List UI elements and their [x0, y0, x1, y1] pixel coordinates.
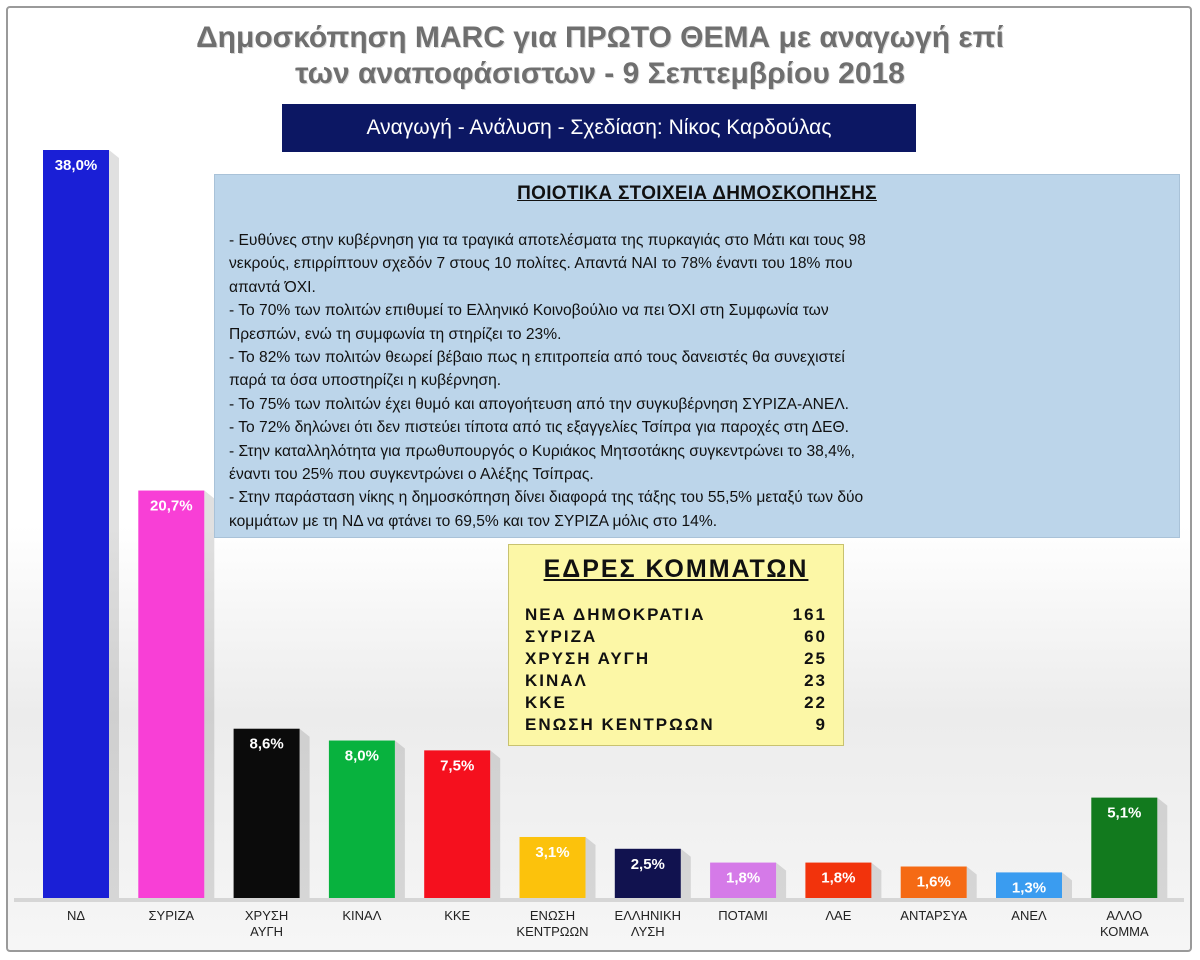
seats-row: [525, 627, 827, 649]
finding-line: - Το 82% των πολιτών θεωρεί βέβαιο πως η επιτροπεία από τους δανειστές θα συνεχιστεί: [229, 349, 845, 367]
bar-shadow: [204, 491, 214, 898]
seats-row: [525, 693, 827, 715]
qualitative-findings-text: [229, 229, 1159, 533]
seats-party-name: ΣΥΡΙΖΑ: [525, 627, 598, 646]
category-tick-label: ΚΙΝΑΛ: [342, 908, 382, 923]
bar-shadow: [967, 867, 977, 898]
bar-value-label: 2,5%: [630, 855, 665, 873]
bar-value-label: 1,8%: [725, 869, 761, 887]
finding-line: παρά τα όσα υποστηρίζει η κυβέρνηση.: [229, 372, 502, 390]
category-tick-label: ΕΛΛΗΝΙΚΗ: [614, 908, 682, 923]
chart-baseline: [14, 898, 1184, 902]
bar-value-label: 1,3%: [1011, 879, 1047, 897]
bar-value-label: 38,0%: [54, 157, 98, 174]
seats-count: 25: [804, 649, 827, 668]
bar-shadow: [871, 863, 881, 898]
bar-value-label: 5,1%: [1107, 804, 1142, 822]
finding-line: - Το 75% των πολιτών έχει θυμό και απογοήτευση από την συγκυβέρνηση ΣΥΡΙΖΑ-ΑΝΕΛ.: [229, 395, 850, 413]
bar-shadow: [1062, 872, 1072, 898]
category-tick-label: ΚΕΝΤΡΩΩΝ: [516, 924, 589, 939]
category-tick-label: ΛΑΕ: [825, 908, 852, 923]
finding-line: έναντι του 25% που συγκεντρώνει ο Αλέξης Τσίπρας.: [229, 466, 594, 484]
category-tick-label: ΑΥΓΗ: [250, 924, 284, 939]
seats-party-name: ΚΚΕ: [525, 693, 567, 712]
seats-party-name: ΝΕΑ ΔΗΜΟΚΡΑΤΙΑ: [525, 605, 706, 624]
bar-value-label: 3,1%: [535, 843, 570, 861]
seats-count: 60: [804, 627, 827, 646]
bar-shadow: [1157, 798, 1167, 898]
chart-title-line-1: Δημοσκόπηση MARC για ΠΡΩΤΟ ΘΕΜΑ με αναγωγή επί: [196, 21, 1004, 54]
bar-shadow: [109, 150, 119, 898]
party-seats-panel: [508, 544, 844, 746]
category-tick-label: ΧΡΥΣΗ: [244, 908, 289, 923]
category-tick-label: ΑΛΛΟ: [1106, 908, 1143, 923]
finding-line: - Ευθύνες στην κυβέρνηση για τα τραγικά αποτελέσματα της πυρκαγιάς στο Μάτι και τους 98: [229, 232, 866, 249]
seats-row: [525, 715, 827, 737]
bar-shadow: [395, 741, 405, 898]
finding-line: - Στην παράσταση νίκης η δημοσκόπηση δίνει διαφορά της τάξης του 55,5% μεταξύ των δύο: [229, 489, 864, 507]
seats-party-name: ΚΙΝΑΛ: [525, 671, 588, 690]
seats-count: 23: [804, 671, 827, 690]
bar-shadow: [586, 837, 596, 898]
category-tick-label: ΣΥΡΙΖΑ: [148, 908, 195, 923]
finding-line: - Το 70% των πολιτών επιθυμεί το Ελληνικό Κοινοβούλιο να πει ΌΧΙ στη Συμφωνία των: [229, 302, 829, 320]
seats-row: [525, 649, 827, 671]
category-tick-label: ΚΟΜΜΑ: [1099, 924, 1149, 939]
chart-title-line-2: των αναποφάσιστων - 9 Σεπτεμβρίου 2018: [295, 57, 905, 90]
category-tick-label: ΠΟΤΑΜΙ: [718, 908, 768, 923]
bar-shadow: [681, 849, 691, 898]
finding-line: κομμάτων με τη ΝΔ να φτάνει το 69,5% και τον ΣΥΡΙΖΑ μόλις στο 14%.: [229, 512, 718, 530]
finding-line: Πρεσπών, ενώ τη συμφωνία τη στηρίζει το 23%.: [229, 325, 562, 343]
credit-text: Αναγωγή - Ανάλυση - Σχεδίαση: Νίκος Καρδούλας: [366, 116, 832, 139]
finding-line: απαντά ΌΧΙ.: [229, 278, 316, 296]
category-tick-label: ΑΝΕΛ: [1011, 908, 1047, 923]
bar-value-label: 8,0%: [344, 747, 380, 765]
seats-count: 9: [815, 715, 827, 734]
seats-row: [525, 605, 827, 627]
bar-value-label: 20,7%: [150, 497, 193, 515]
bar-shadow: [300, 729, 310, 898]
finding-line: νεκρούς, επιρρίπτουν σχεδόν 7 στους 10 πολίτες. Απαντά ΝΑΙ το 78% έναντι του 18% που: [229, 255, 853, 273]
seats-count: 161: [792, 605, 827, 624]
bar-value-label: 1,8%: [821, 869, 856, 887]
qualitative-findings-title: ΠΟΙΟΤΙΚΑ ΣΤΟΙΧΕΙΑ ΔΗΜΟΣΚΟΠΗΣΗΣ: [517, 183, 877, 204]
seats-party-name: ΕΝΩΣΗ ΚΕΝΤΡΩΩΝ: [525, 715, 715, 734]
finding-line: - Το 72% δηλώνει ότι δεν πιστεύει τίποτα από τις εξαγγελίες Τσίπρα για παροχές στη ΔΕΘ.: [229, 419, 850, 437]
bar: [234, 729, 300, 898]
bar-shadow: [490, 750, 500, 898]
party-seats-title: ΕΔΡΕΣ ΚΟΜΜΑΤΩΝ: [543, 555, 809, 583]
bar-value-label: 7,5%: [440, 757, 475, 775]
qualitative-findings-panel: [214, 174, 1180, 538]
category-tick-label: ΝΔ: [66, 908, 86, 923]
bar: [138, 491, 204, 898]
bar-value-label: 8,6%: [249, 735, 284, 753]
bar: [43, 150, 109, 898]
bar-value-label: 1,6%: [916, 873, 951, 891]
category-tick-label: ΑΝΤΑΡΣΥΑ: [900, 908, 968, 923]
seats-row: [525, 671, 827, 693]
category-tick-label: ΕΝΩΣΗ: [529, 908, 576, 923]
seats-count: 22: [804, 693, 827, 712]
seats-party-name: ΧΡΥΣΗ ΑΥΓΗ: [525, 649, 651, 668]
category-tick-label: ΚΚΕ: [444, 908, 471, 923]
bar-shadow: [776, 863, 786, 898]
category-tick-label: ΛΥΣΗ: [630, 924, 665, 939]
finding-line: - Στην καταλληλότητα για πρωθυπουργός ο Κυριάκος Μητσοτάκης συγκεντρώνει το 38,4%,: [229, 442, 855, 460]
